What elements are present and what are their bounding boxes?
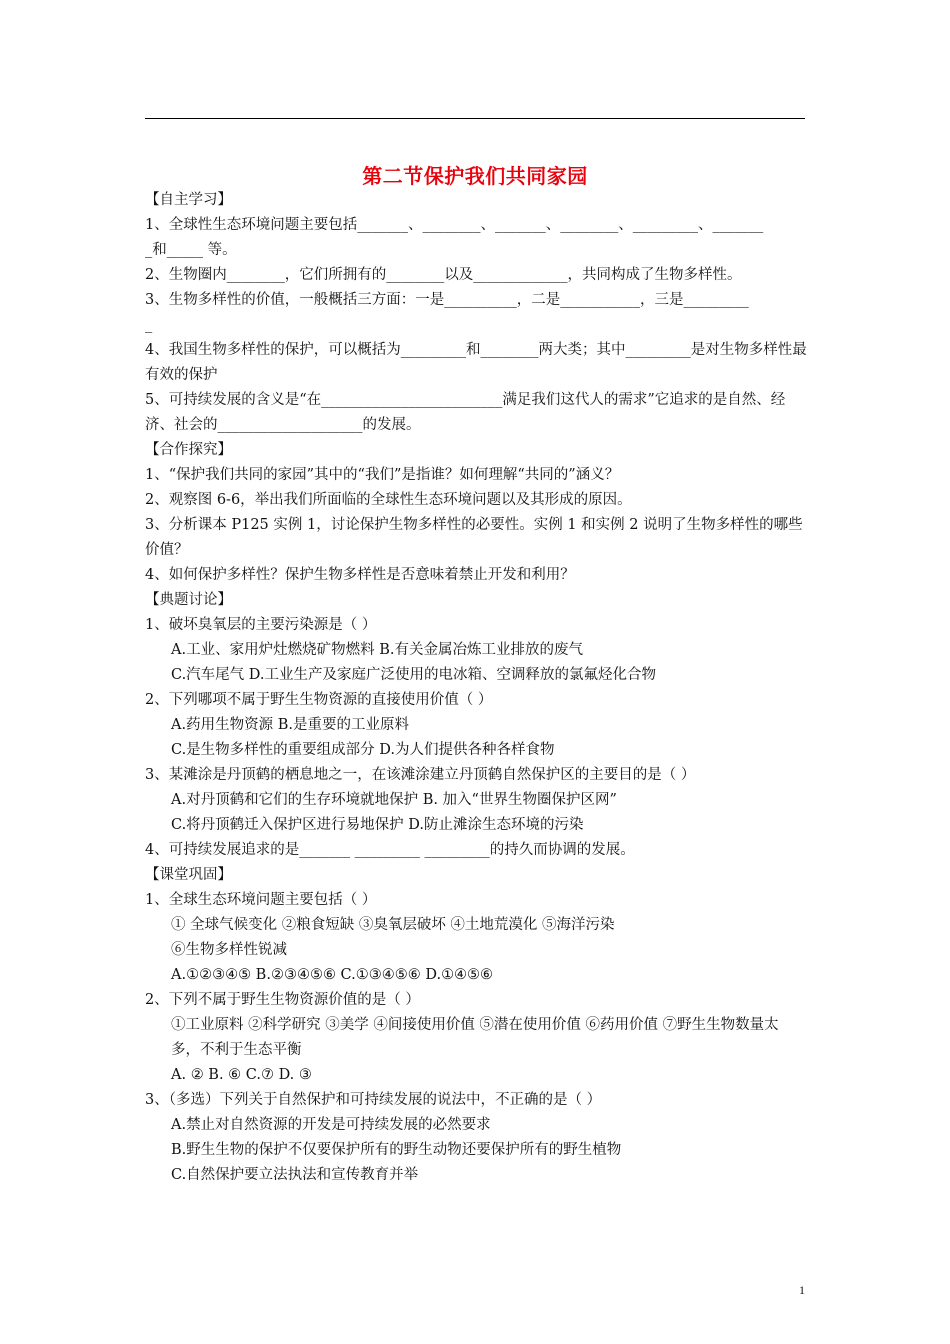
section-heading-consolidate: 【课堂巩固】 [145, 867, 232, 883]
section-heading-example: 【典题讨论】 [145, 592, 232, 608]
example-q3-options-a: A.对丹顶鹤和它们的生存环境就地保护 B. 加入“世界生物圈保护区网” [171, 792, 617, 808]
section-heading-self-study: 【自主学习】 [145, 192, 232, 208]
cooperate-q4: 4、如何保护多样性？保护生物多样性是否意味着禁止开发和利用？ [145, 567, 575, 583]
page-number: 1 [799, 1283, 805, 1297]
consolidate-q3-option-c: C.自然保护要立法执法和宣传教育并举 [171, 1167, 419, 1183]
cooperate-q1: 1、“保护我们共同的家园”其中的“我们”是指谁？如何理解“共同的”涵义？ [145, 467, 620, 483]
consolidate-q1-items-a: ① 全球气候变化 ②粮食短缺 ③臭氧层破坏 ④土地荒漠化 ⑤海洋污染 [171, 917, 615, 933]
consolidate-q1-items-b: ⑥生物多样性锐减 [171, 942, 287, 958]
consolidate-q2-items: ①工业原料 ②科学研究 ③美学 ④间接使用价值 ⑤潜在使用价值 ⑥药用价值 ⑦野生生物数量太多，不利于生态平衡 [171, 1017, 779, 1058]
example-q4: 4、可持续发展追求的是_______ _________ _________的持久而协调的发展。 [145, 842, 635, 858]
self-study-q1-line2: _和_____ 等。 [145, 242, 237, 258]
consolidate-q3-option-a: A.禁止对自然资源的开发是可持续发展的必然要求 [171, 1117, 491, 1133]
example-q2-options-b: C.是生物多样性的重要组成部分 D.为人们提供各种各样食物 [171, 742, 555, 758]
document-title: 第二节保护我们共同家园 [362, 164, 588, 188]
example-q1-options-b: C.汽车尾气 D.工业生产及家庭广泛使用的电冰箱、空调释放的氯氟烃化合物 [171, 667, 657, 683]
self-study-q4: 4、我国生物多样性的保护，可以概括为_________和________两大类；其中_________是对生物多样性最有效的保护 [145, 342, 807, 383]
consolidate-q2: 2、下列不属于野生生物资源价值的是（ ） [145, 992, 420, 1008]
self-study-q3-line2: _ [145, 317, 153, 333]
header-rule [145, 118, 805, 119]
self-study-q5: 5、可持续发展的含义是“在_________________________满足我们这代人的需求”它追求的是自然、经济、社会的____________________的发展。 [145, 392, 786, 433]
example-q1: 1、破坏臭氧层的主要污染源是（ ） [145, 617, 377, 633]
consolidate-q2-options: A. ② B. ⑥ C.⑦ D. ③ [171, 1067, 312, 1083]
example-q3: 3、某滩涂是丹顶鹤的栖息地之一，在该滩涂建立丹顶鹤自然保护区的主要目的是（ ） [145, 767, 696, 783]
consolidate-q3: 3、（多选）下列关于自然保护和可持续发展的说法中，不正确的是（ ） [145, 1092, 602, 1108]
example-q1-options-a: A.工业、家用炉灶燃烧矿物燃料 B.有关金属冶炼工业排放的废气 [171, 642, 583, 658]
self-study-q1-line1: 1、全球性生态环境问题主要包括_______、________、_______、________、_________、_______ [145, 217, 764, 233]
section-heading-cooperate: 【合作探究】 [145, 442, 232, 458]
example-q2: 2、下列哪项不属于野生生物资源的直接使用价值（ ） [145, 692, 493, 708]
example-q2-options-a: A.药用生物资源 B.是重要的工业原料 [171, 717, 409, 733]
example-q3-options-b: C.将丹顶鹤迁入保护区进行易地保护 D.防止滩涂生态环境的污染 [171, 817, 584, 833]
self-study-q2: 2、生物圈内________，它们所拥有的________以及_____________，共同构成了生物多样性。 [145, 267, 742, 283]
consolidate-q3-option-b: B.野生生物的保护不仅要保护所有的野生动物还要保护所有的野生植物 [171, 1142, 622, 1158]
consolidate-q1: 1、全球生态环境问题主要包括（ ） [145, 892, 377, 908]
cooperate-q3: 3、分析课本 P125 实例 1，讨论保护生物多样性的必要性。实例 1 和实例 2 说明了生物多样性的哪些价值？ [145, 517, 803, 558]
document-body [145, 188, 807, 1188]
self-study-q3-line1: 3、生物多样性的价值，一般概括三方面：一是__________，二是___________，三是_________ [145, 292, 749, 308]
consolidate-q1-options: A.①②③④⑤ B.②③④⑤⑥ C.①③④⑤⑥ D.①④⑤⑥ [171, 967, 494, 983]
cooperate-q2: 2、观察图 6-6，举出我们所面临的全球性生态环境问题以及其形成的原因。 [145, 492, 632, 508]
